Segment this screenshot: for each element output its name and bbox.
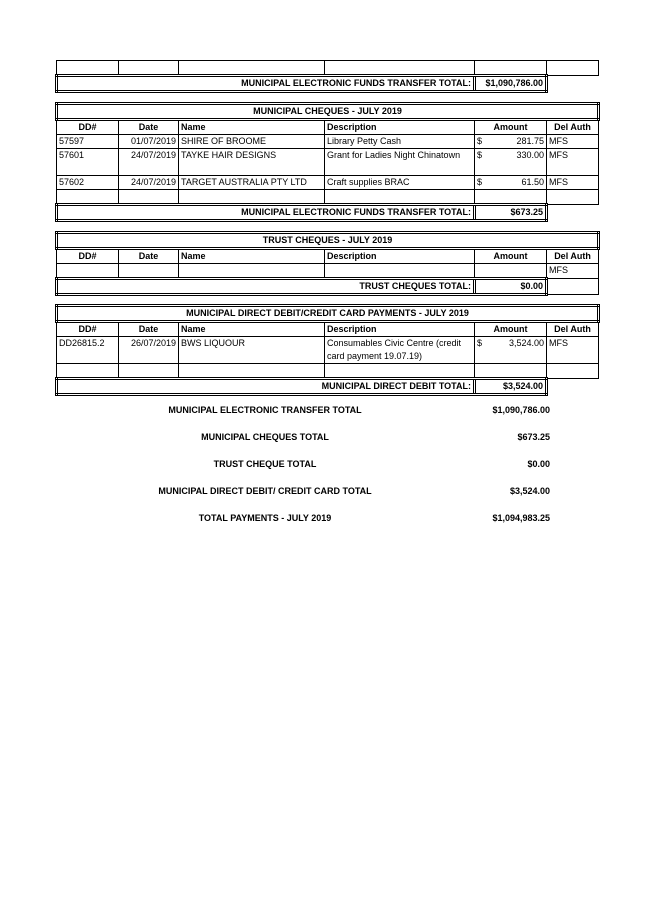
table-row <box>57 61 599 76</box>
col-del-auth: Del Auth <box>547 249 599 264</box>
summary-total-value: $1,094,983.25 <box>492 513 550 523</box>
cheques-total-value: $673.25 <box>475 205 547 221</box>
col-description: Description <box>325 322 475 337</box>
cell-name: SHIRE OF BROOME <box>179 135 325 149</box>
summary-value: $1,090,786.00 <box>492 405 550 415</box>
eft-section <box>55 60 597 93</box>
summary-label: MUNICIPAL DIRECT DEBIT/ CREDIT CARD TOTAL <box>158 486 372 496</box>
cell-date: 26/07/2019 <box>119 337 179 364</box>
summary-value: $0.00 <box>527 459 550 469</box>
table-row <box>57 364 599 379</box>
summary-total-label: TOTAL PAYMENTS - JULY 2019 <box>198 513 332 523</box>
trust-total-row <box>57 279 599 295</box>
summary-row <box>150 432 550 442</box>
cell-name: TARGET AUSTRALIA PTY LTD <box>179 176 325 190</box>
col-name: Name <box>179 322 325 337</box>
col-date: Date <box>119 322 179 337</box>
cell-description: Craft supplies BRAC <box>325 176 475 190</box>
trust-header-row <box>57 249 599 264</box>
col-amount: Amount <box>475 322 547 337</box>
summary-row <box>150 405 550 415</box>
cheques-section <box>55 102 597 222</box>
amount-value: 3,524.00 <box>508 338 544 348</box>
trust-title: TRUST CHEQUES - JULY 2019 <box>57 233 599 249</box>
summary-label: MUNICIPAL CHEQUES TOTAL <box>201 432 329 442</box>
summary-label: TRUST CHEQUE TOTAL <box>213 459 317 469</box>
cheques-title: MUNICIPAL CHEQUES - JULY 2019 <box>57 104 599 120</box>
col-dd: DD# <box>57 120 119 135</box>
cell-date: 24/07/2019 <box>119 149 179 176</box>
cheques-header-row <box>57 120 599 135</box>
summary-label: MUNICIPAL ELECTRONIC TRANSFER TOTAL <box>168 405 362 415</box>
currency-symbol: $ <box>477 150 483 160</box>
cell-name: BWS LIQUOUR <box>179 337 325 364</box>
cell-del-auth: MFS <box>547 135 599 149</box>
cell-dd: DD26815.2 <box>57 337 119 364</box>
eft-total-row <box>57 76 599 92</box>
debit-title: MUNICIPAL DIRECT DEBIT/CREDIT CARD PAYMENTS - JULY 2019 <box>57 306 599 322</box>
cell-del-auth: MFS <box>547 176 599 190</box>
cheques-total-label: MUNICIPAL ELECTRONIC FUNDS TRANSFER TOTAL: <box>57 205 475 221</box>
cell-del-auth: MFS <box>547 149 599 176</box>
amount-value: 330.00 <box>516 150 544 160</box>
amount-value: 61.50 <box>521 177 544 187</box>
cell-amount <box>475 149 547 176</box>
debit-table <box>55 304 600 396</box>
trust-total-value: $0.00 <box>475 279 547 295</box>
col-date: Date <box>119 120 179 135</box>
col-amount: Amount <box>475 249 547 264</box>
table-row <box>57 135 599 149</box>
col-del-auth: Del Auth <box>547 120 599 135</box>
eft-total-value: $1,090,786.00 <box>475 76 547 92</box>
cell-amount <box>475 176 547 190</box>
table-row <box>57 149 599 176</box>
currency-symbol: $ <box>477 338 483 348</box>
cell-date: 24/07/2019 <box>119 176 179 190</box>
trust-total-label: TRUST CHEQUES TOTAL: <box>57 279 475 295</box>
cell-description: Grant for Ladies Night Chinatown <box>325 149 475 176</box>
cell-amount <box>475 337 547 364</box>
eft-total-label: MUNICIPAL ELECTRONIC FUNDS TRANSFER TOTAL: <box>57 76 475 92</box>
col-dd: DD# <box>57 249 119 264</box>
cell-description: Library Petty Cash <box>325 135 475 149</box>
cell-date: 01/07/2019 <box>119 135 179 149</box>
col-date: Date <box>119 249 179 264</box>
summary-value: $673.25 <box>517 432 550 442</box>
cell-dd: 57601 <box>57 149 119 176</box>
cell-del-auth: MFS <box>547 264 599 279</box>
eft-table <box>55 60 599 93</box>
table-row <box>57 176 599 190</box>
col-del-auth: Del Auth <box>547 322 599 337</box>
debit-header-row <box>57 322 599 337</box>
col-description: Description <box>325 120 475 135</box>
amount-value: 281.75 <box>516 136 544 146</box>
cell-description: Consumables Civic Centre (credit card payment 19.07.19) <box>325 337 475 364</box>
cheques-table <box>55 102 600 222</box>
summary-row <box>150 459 550 469</box>
summary-value: $3,524.00 <box>509 486 550 496</box>
summary-row <box>150 486 550 496</box>
table-row <box>57 190 599 205</box>
trust-section <box>55 231 597 296</box>
debit-section <box>55 304 597 396</box>
col-name: Name <box>179 249 325 264</box>
cell-amount <box>475 135 547 149</box>
debit-total-value: $3,524.00 <box>475 379 547 395</box>
table-row <box>57 264 599 279</box>
trust-table <box>55 231 600 296</box>
currency-symbol: $ <box>477 136 483 146</box>
col-name: Name <box>179 120 325 135</box>
cell-dd: 57597 <box>57 135 119 149</box>
cheques-total-row <box>57 205 599 221</box>
col-amount: Amount <box>475 120 547 135</box>
col-description: Description <box>325 249 475 264</box>
cell-del-auth: MFS <box>547 337 599 364</box>
cell-dd: 57602 <box>57 176 119 190</box>
currency-symbol: $ <box>477 177 483 187</box>
debit-total-label: MUNICIPAL DIRECT DEBIT TOTAL: <box>57 379 475 395</box>
col-dd: DD# <box>57 322 119 337</box>
debit-total-row <box>57 379 599 395</box>
summary-row <box>150 513 550 523</box>
cell-name: TAYKE HAIR DESIGNS <box>179 149 325 176</box>
table-row <box>57 337 599 364</box>
